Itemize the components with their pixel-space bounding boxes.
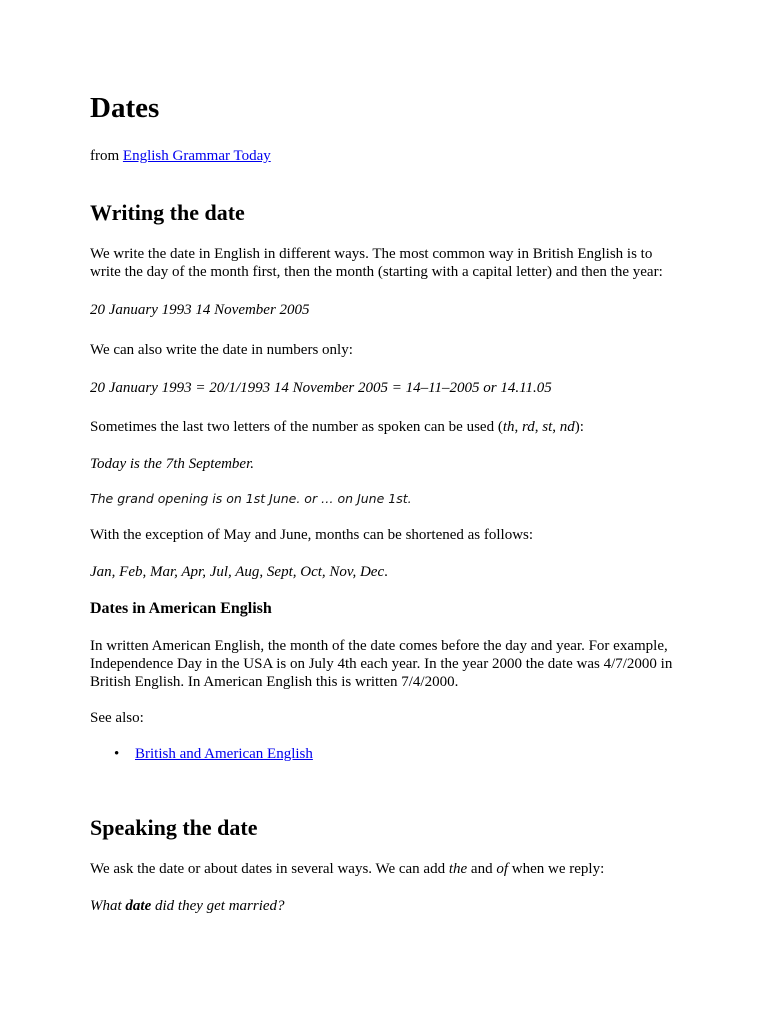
speaking-intro-end: when we reply: bbox=[508, 861, 605, 877]
suffix-rd: rd bbox=[522, 419, 535, 435]
separator: , bbox=[514, 419, 522, 435]
months-abbreviations bbox=[90, 563, 388, 581]
word-the: the bbox=[448, 861, 468, 877]
subheading-american: Dates in American English bbox=[90, 600, 272, 617]
page-title: Dates bbox=[90, 92, 160, 124]
numbers-intro: We can also write the date in numbers only: bbox=[90, 342, 353, 358]
months-period: . bbox=[384, 564, 388, 580]
example-grand-opening: The grand opening is on 1st June. or … on June 1st. bbox=[90, 491, 412, 506]
separator: , bbox=[552, 419, 560, 435]
example-numeric-dates: 20 January 1993 = 20/1/1993 14 November 2005 = 14–11–2005 or 14.11.05 bbox=[90, 380, 552, 396]
suffix-intro bbox=[90, 418, 584, 436]
writing-intro-line2: write the day of the month first, then the month (starting with a capital letter) and then the year: bbox=[90, 264, 663, 280]
british-american-english-link[interactable]: British and American English bbox=[135, 746, 313, 762]
suffix-th: th bbox=[502, 419, 515, 435]
suffix-intro-text: Sometimes the last two letters of the number as spoken can be used ( bbox=[90, 419, 503, 435]
word-of: of bbox=[496, 861, 509, 877]
source-prefix: from bbox=[90, 148, 123, 164]
american-line1: In written American English, the month of the date comes before the day and year. For example, bbox=[90, 638, 668, 654]
example-married bbox=[90, 897, 285, 915]
american-line3: British English. In American English this is written 7/4/2000. bbox=[90, 674, 459, 690]
american-line2: Independence Day in the USA is on July 4th each year. In the year 2000 the date was 4/7/2000 in bbox=[90, 656, 673, 672]
section-heading-writing: Writing the date bbox=[90, 200, 245, 225]
speaking-intro-text: We ask the date or about dates in several ways. We can add bbox=[90, 861, 449, 877]
english-grammar-today-link[interactable]: English Grammar Today bbox=[122, 148, 271, 164]
example-married-bold: date bbox=[125, 898, 152, 914]
example-written-dates: 20 January 1993 14 November 2005 bbox=[90, 302, 310, 318]
speaking-intro bbox=[90, 860, 604, 878]
example-married-post: did they get married? bbox=[151, 898, 285, 914]
suffix-st: st bbox=[542, 419, 553, 435]
suffix-close: ): bbox=[574, 419, 584, 435]
example-today: Today is the 7th September. bbox=[90, 456, 255, 472]
bullet: • bbox=[114, 746, 120, 762]
months-intro: With the exception of May and June, months can be shortened as follows: bbox=[90, 527, 534, 543]
example-married-pre: What bbox=[90, 898, 126, 914]
word-and: and bbox=[467, 861, 497, 877]
suffix-nd: nd bbox=[559, 419, 575, 435]
see-also-label: See also: bbox=[90, 710, 144, 726]
section-heading-speaking: Speaking the date bbox=[90, 815, 258, 840]
writing-intro-line1: We write the date in English in different ways. The most common way in British English is to bbox=[90, 246, 653, 262]
see-also-list-item bbox=[90, 745, 490, 765]
separator: , bbox=[534, 419, 543, 435]
source-line bbox=[90, 147, 271, 165]
months-abbrev-list: Jan, Feb, Mar, Apr, Jul, Aug, Sept, Oct, Nov, Dec bbox=[90, 564, 385, 580]
